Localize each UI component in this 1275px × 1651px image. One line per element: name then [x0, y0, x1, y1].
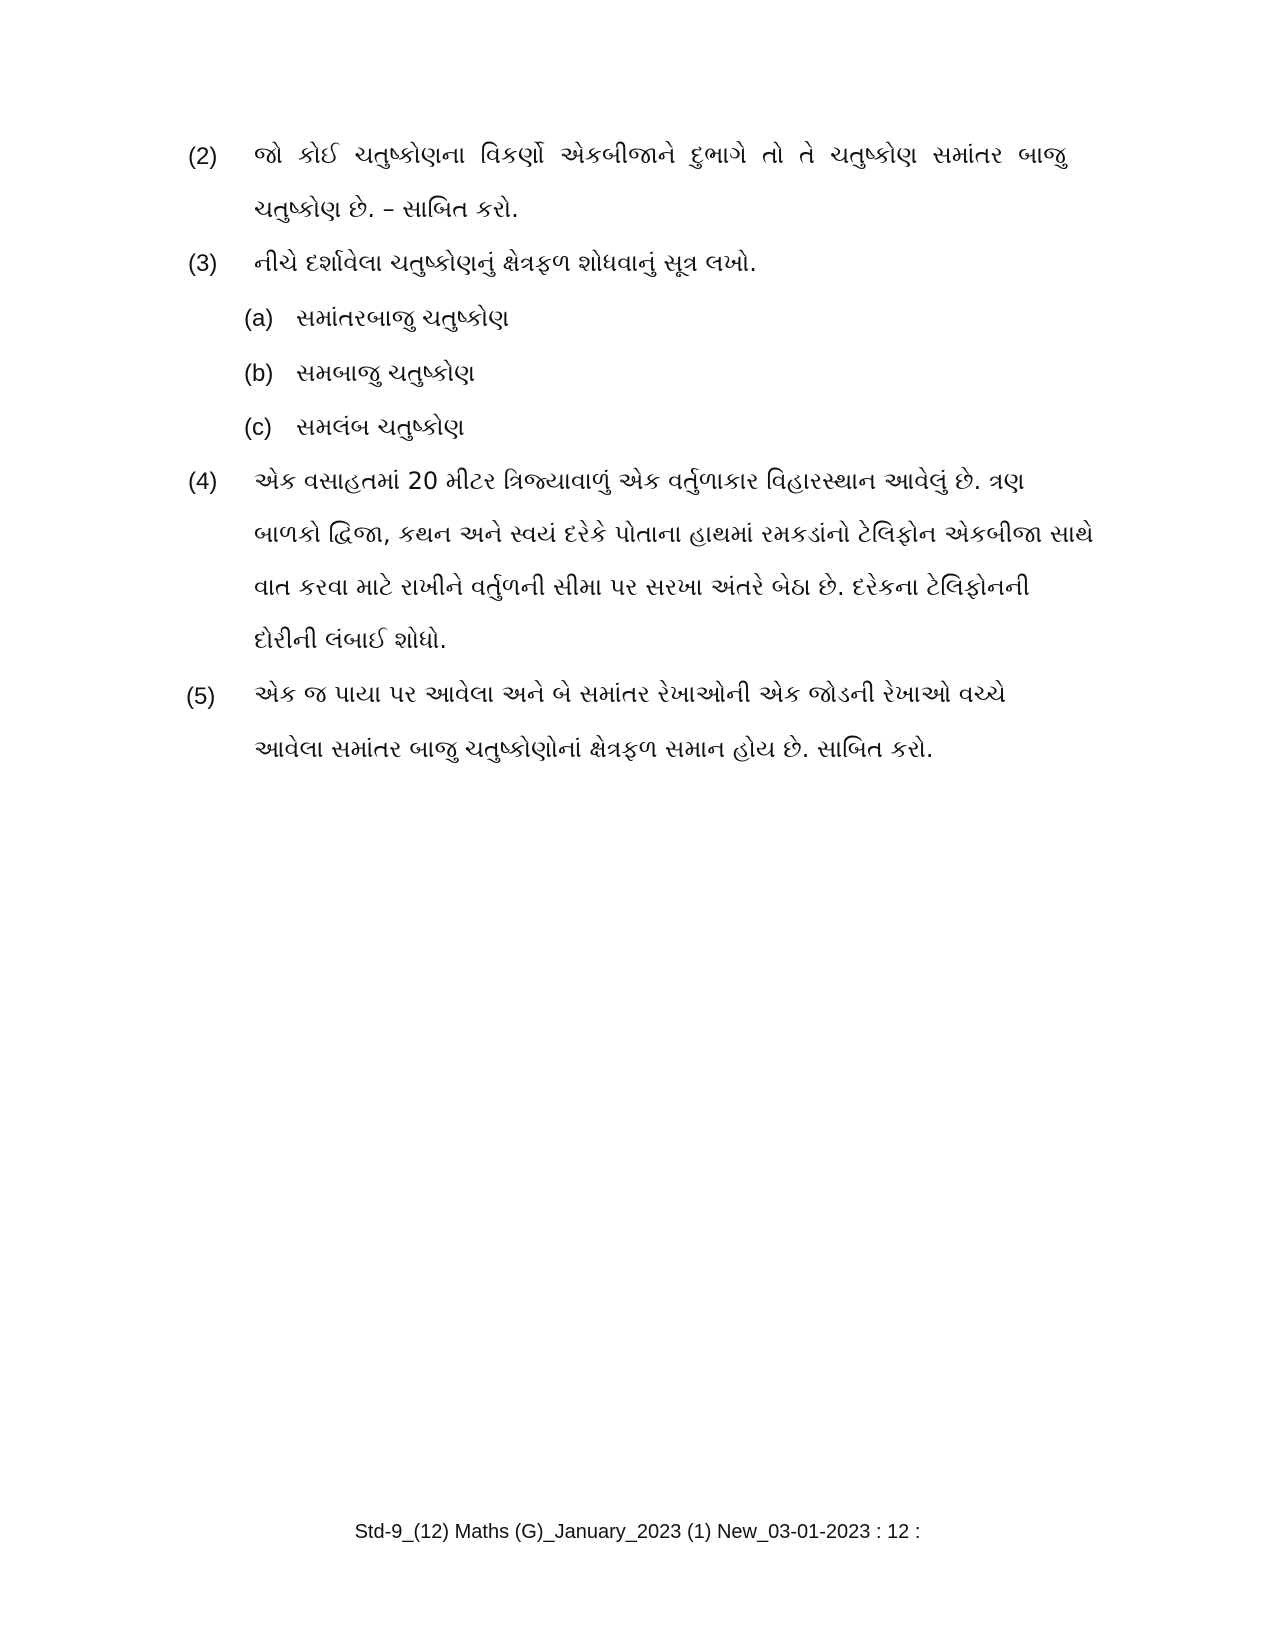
question-text-line: વાત કરવા માટે રાખીને વર્તુળની સીમા પર સરખા અંતરે બેઠા છે. દરેકના ટેલિફોનની: [254, 573, 1030, 601]
subitem-text: સમલંબ ચતુષ્કોણ: [296, 413, 465, 441]
question-number: (5): [186, 683, 216, 710]
question-text-line: નીચે દર્શાવેલા ચતુષ્કોણનું ક્ષેત્રફળ શોધવાનું સૂત્ર લખો.: [254, 249, 757, 277]
question-text-line: એક વસાહતમાં 20 મીટર ત્રિજ્યાવાળું એક વર્તુળાકાર વિહારસ્થાન આવેલું છે. ત્રણ: [254, 467, 1025, 495]
subitem-text: સમબાજુ ચતુષ્કોણ: [296, 359, 476, 387]
question-text-line: બાળકો દ્વિજા, કથન અને સ્વયં દરેકે પોતાના હાથમાં રમકડાંનો ટેલિફોન એકબીજા સાથે: [254, 520, 1094, 548]
subitem-label: (c): [244, 414, 272, 441]
question-number: (2): [188, 143, 218, 170]
subitem-text: સમાંતરબાજુ ચતુષ્કોણ: [296, 304, 510, 332]
page-footer: Std-9_(12) Maths (G)_January_2023 (1) New_03-01-2023 : 12 :: [354, 1521, 921, 1543]
question-text-line: ચતુષ્કોણ છે. – સાબિત કરો.: [254, 195, 519, 223]
question-text-line: એક જ પાયા પર આવેલા અને બે સમાંતર રેખાઓની એક જોડની રેખાઓ વચ્ચે: [254, 680, 1006, 708]
question-number: (4): [188, 468, 218, 495]
subitem-label: (b): [244, 360, 274, 387]
question-text-line: આવેલા સમાંતર બાજુ ચતુષ્કોણોનાં ક્ષેત્રફળ સમાન હોય છે. સાબિત કરો.: [254, 735, 934, 763]
question-text-line: જો કોઈ ચતુષ્કોણના વિકર્ણો એકબીજાને દુભાગે તો તે ચતુષ્કોણ સમાંતર બાજુ: [254, 141, 1066, 169]
question-text-line: દોરીની લંબાઈ શોધો.: [254, 626, 448, 654]
subitem-label: (a): [244, 305, 274, 332]
question-number: (3): [188, 250, 218, 277]
